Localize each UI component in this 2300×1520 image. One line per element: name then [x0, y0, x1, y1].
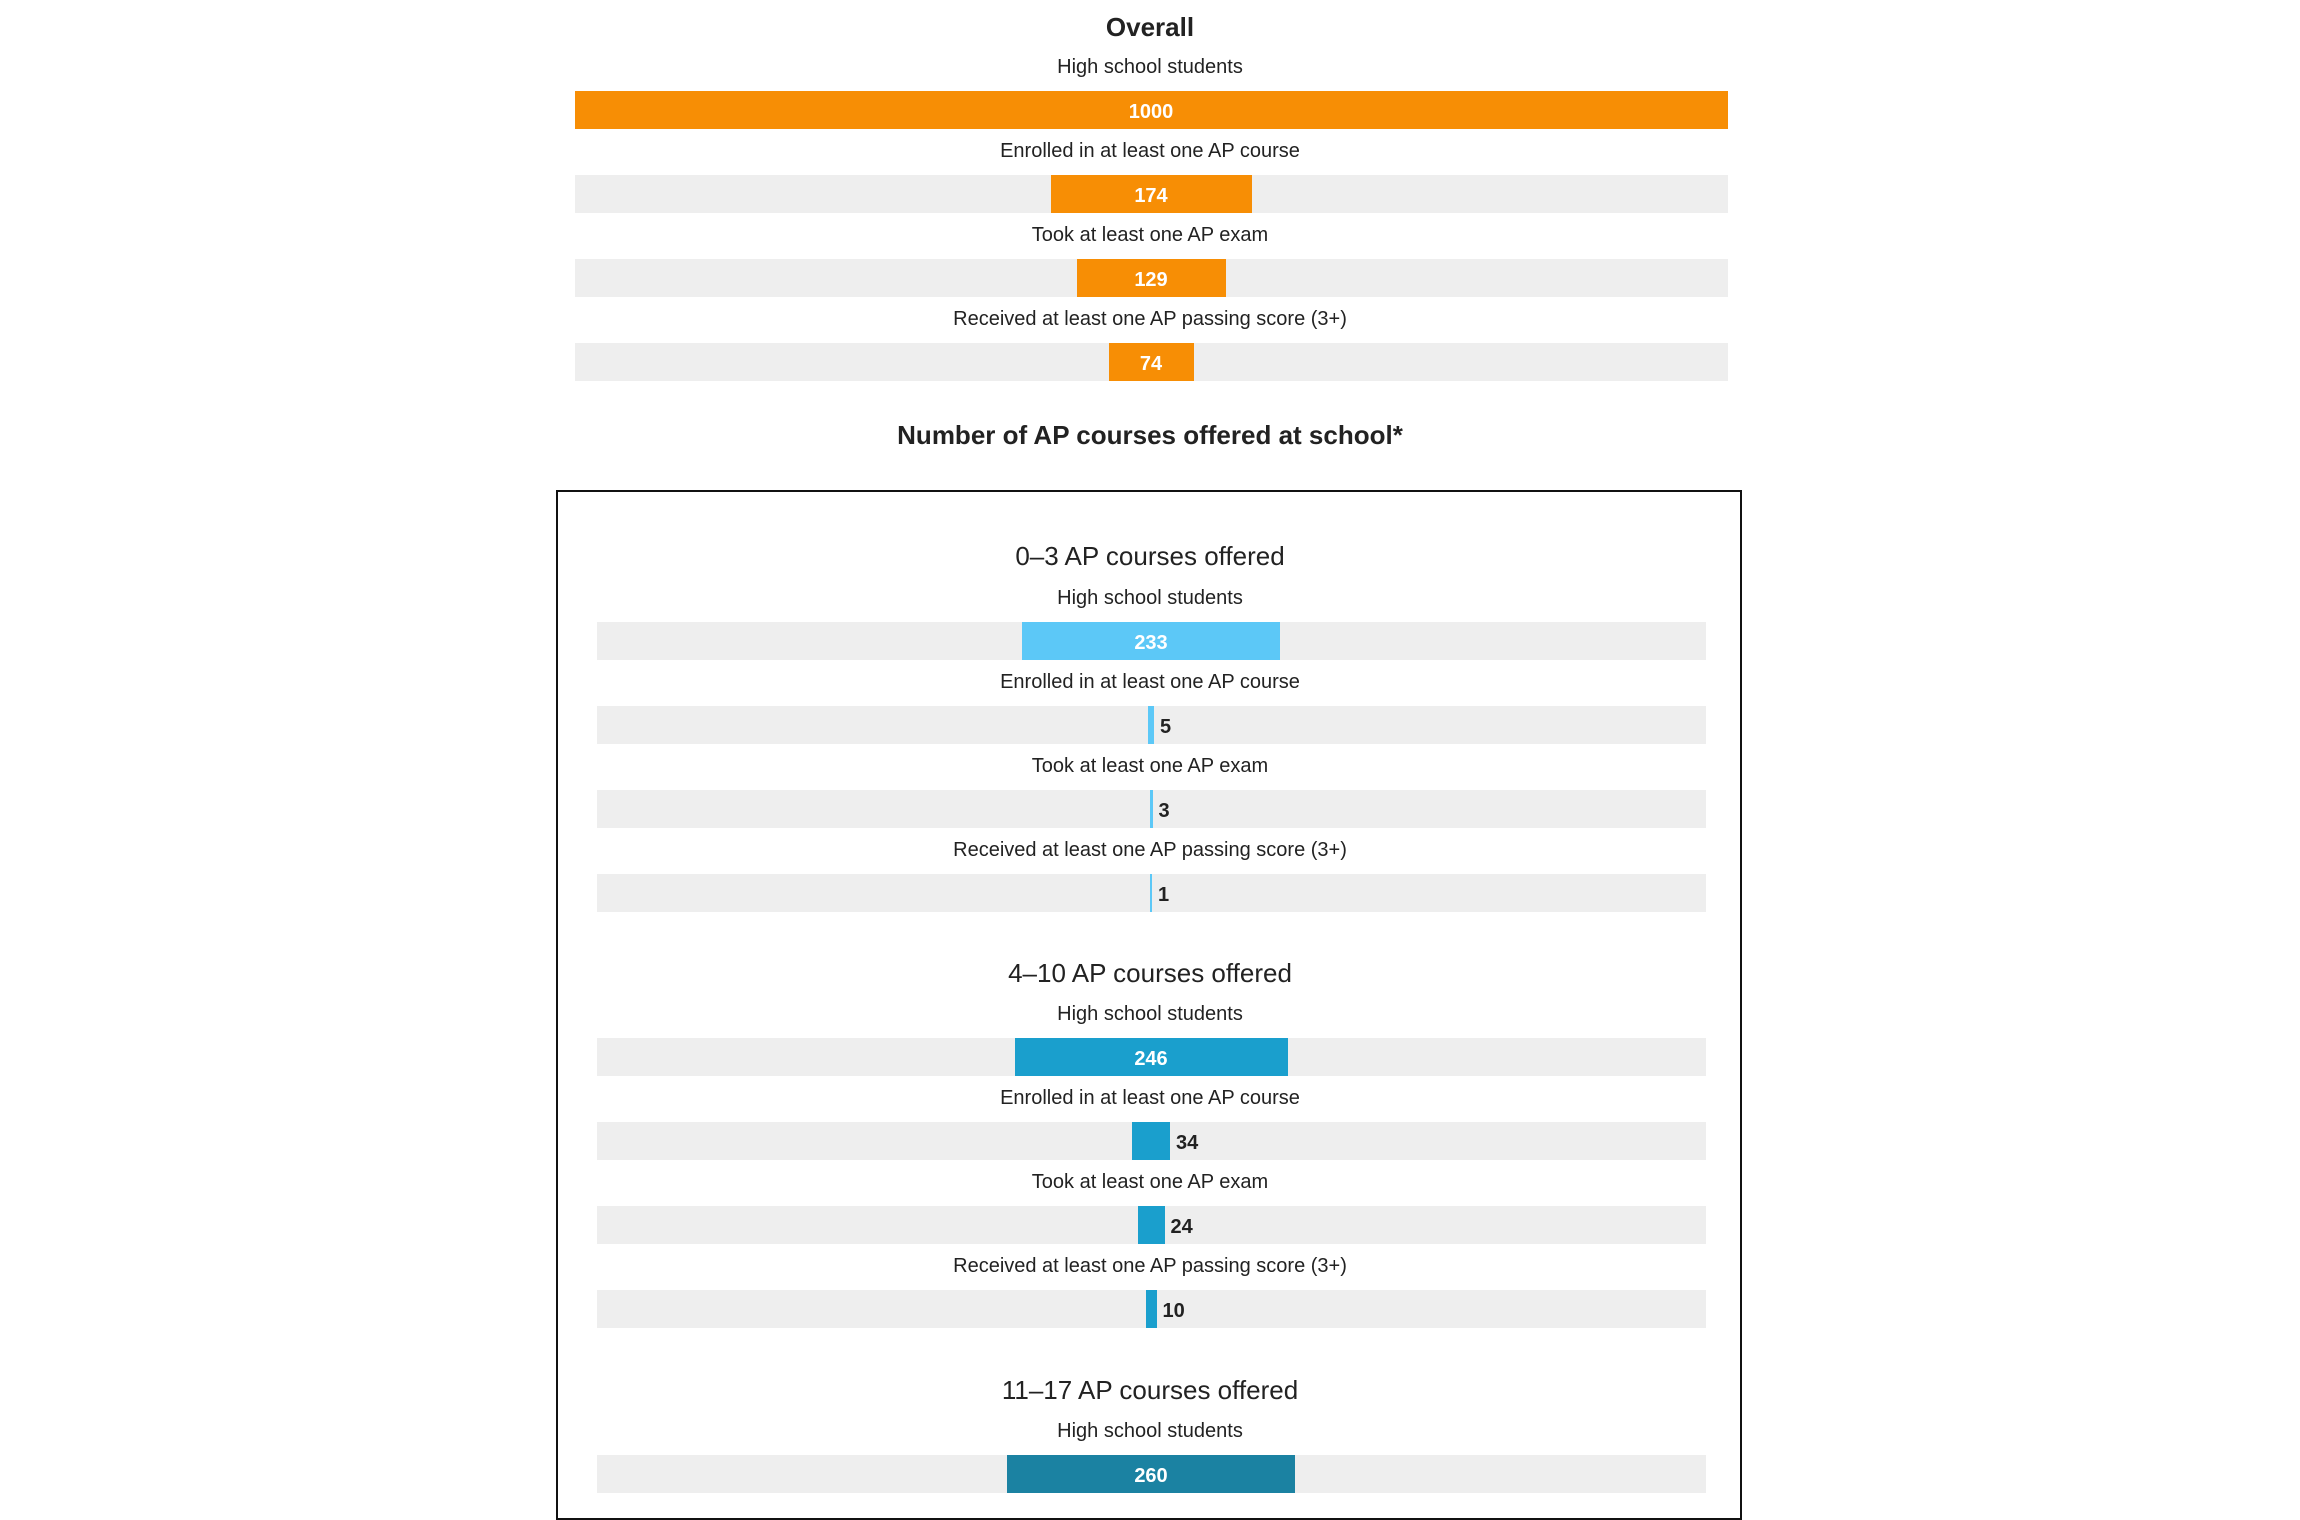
row-label: Enrolled in at least one AP course [1000, 140, 1300, 162]
bar [1150, 790, 1153, 828]
value-label: 174 [1134, 185, 1168, 207]
bar-track [597, 706, 1706, 744]
bar-track [597, 1038, 1706, 1076]
value-label: 246 [1134, 1048, 1168, 1070]
bar-track [575, 91, 1728, 129]
bar-track [597, 790, 1706, 828]
value-label: 129 [1134, 269, 1168, 291]
row-label: High school students [1057, 56, 1243, 78]
row-label: Took at least one AP exam [1031, 1171, 1269, 1193]
bar-track [575, 343, 1728, 381]
overall-title: Overall [1105, 12, 1195, 42]
row-label: Received at least one AP passing score (3+) [953, 1255, 1347, 1277]
row-label: Enrolled in at least one AP course [1000, 1087, 1300, 1109]
row-label: Took at least one AP exam [1031, 755, 1269, 777]
bar [1148, 706, 1154, 744]
value-label: 10 [1162, 1300, 1185, 1322]
value-label: 5 [1160, 716, 1172, 738]
row-label: High school students [1057, 1420, 1243, 1442]
bar-track [597, 874, 1706, 912]
bar [1150, 874, 1152, 912]
value-label: 1 [1158, 884, 1170, 906]
row-label: High school students [1057, 587, 1243, 609]
bar-track [575, 175, 1728, 213]
value-label: 260 [1134, 1465, 1168, 1487]
row-label: Received at least one AP passing score (3+) [953, 308, 1347, 330]
bar-track [597, 1122, 1706, 1160]
bar-track [575, 259, 1728, 297]
bar-track [597, 1290, 1706, 1328]
group-title: 4–10 AP courses offered [1008, 958, 1292, 988]
group-title: 0–3 AP courses offered [1015, 541, 1285, 571]
value-label: 24 [1170, 1216, 1193, 1238]
row-label: Took at least one AP exam [1031, 224, 1269, 246]
bar [1132, 1122, 1170, 1160]
value-label: 34 [1176, 1132, 1199, 1154]
value-label: 74 [1139, 353, 1163, 375]
groups-heading: Number of AP courses offered at school* [897, 420, 1403, 450]
bar-track [597, 622, 1706, 660]
bar-track [597, 1206, 1706, 1244]
bar [1138, 1206, 1165, 1244]
value-label: 233 [1134, 632, 1168, 654]
value-label: 3 [1158, 800, 1170, 822]
row-label: Received at least one AP passing score (3+) [953, 839, 1347, 861]
bar-track [597, 1455, 1706, 1493]
group-title: 11–17 AP courses offered [1001, 1375, 1299, 1405]
bar [1146, 1290, 1157, 1328]
row-label: Enrolled in at least one AP course [1000, 671, 1300, 693]
value-label: 1000 [1128, 101, 1174, 123]
row-label: High school students [1057, 1003, 1243, 1025]
